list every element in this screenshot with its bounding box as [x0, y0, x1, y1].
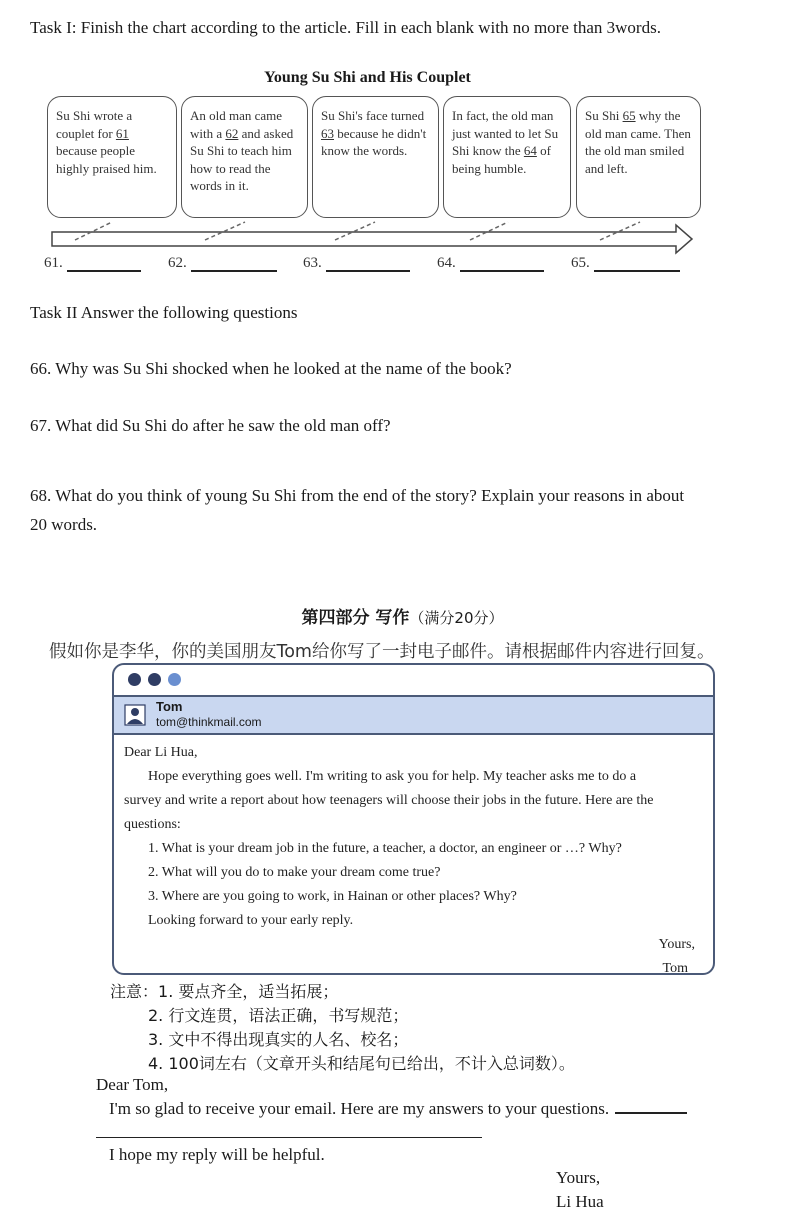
letter-greeting: Dear Tom,	[96, 1075, 169, 1094]
email-question-1: 1. What is your dream job in the future, a teacher, a doctor, an engineer or …? Why?	[148, 841, 622, 856]
writing-notes	[110, 980, 575, 1076]
email-paragraph-cont: survey and write a report about how teenagers will choose their jobs in the future. Here are the	[124, 793, 654, 808]
email-signature: Tom	[662, 961, 688, 975]
chart-bubble-61: Su Shi wrote a couplet for 61 because people highly praised him.	[47, 96, 177, 218]
blank-63[interactable]: 63	[321, 125, 334, 141]
chart-bubble-63: Su Shi's face turned 63 because he didn't know the words.	[312, 96, 439, 218]
writing-blank[interactable]	[615, 1098, 687, 1114]
chart-bubble-65: Su Shi 65 why the old man came. Then the old man smiled and left.	[576, 96, 701, 218]
blank-62[interactable]: 62	[225, 125, 239, 141]
chart-bubble-62: An old man came with a 62 and asked Su Shi to teach him how to read the words in it.	[181, 96, 308, 218]
answer-63[interactable]: 63.	[303, 255, 410, 272]
chart-bubble-64: In fact, the old man just wanted to let Su Shi know the 64 of being humble.	[443, 96, 571, 218]
email-body	[114, 735, 713, 975]
letter-opening: I'm so glad to receive your email. Here are my answers to your questions.	[109, 1098, 687, 1119]
user-icon	[124, 704, 146, 726]
window-dot-2	[148, 673, 161, 686]
email-paragraph-cont: questions:	[124, 817, 181, 832]
email-sign-off: Yours,	[658, 937, 695, 952]
email-sender	[114, 697, 713, 735]
blank-65[interactable]: 65	[622, 108, 636, 123]
notes-label: 注意：	[110, 982, 159, 1001]
answer-64[interactable]: 64.	[437, 255, 544, 272]
note-3: 3. 文中不得出现真实的人名、校名；	[148, 1030, 409, 1049]
blank-61[interactable]: 61	[115, 125, 129, 141]
writing-prompt: 假如你是李华，你的美国朋友Tom给你写了一封电子邮件。请根据邮件内容进行回复。	[49, 642, 715, 662]
note-4: 4. 100词左右（文章开头和结尾句已给出，不计入总词数）。	[148, 1054, 575, 1073]
question-68: 68. What do you think of young Su Shi from the end of the story? Explain your reasons in about	[30, 486, 685, 505]
note-2: 2. 行文连贯，语法正确，书写规范；	[148, 1006, 409, 1025]
email-closing: Looking forward to your early reply.	[148, 913, 354, 928]
window-dot-3	[168, 673, 181, 686]
email-greeting: Dear Li Hua,	[124, 745, 198, 760]
sender-address: tom@thinkmail.com	[156, 715, 262, 729]
task1-instruction: Task I: Finish the chart according to the article. Fill in each blank with no more than 3words.	[30, 18, 661, 37]
chart-title: Young Su Shi and His Couplet	[264, 69, 471, 86]
letter-sign-off: Yours,	[556, 1168, 601, 1187]
answer-61[interactable]: 61.	[44, 255, 141, 272]
note-1: 1. 要点齐全，适当拓展；	[158, 982, 339, 1001]
question-67: 67. What did Su Shi do after he saw the old man off?	[30, 416, 391, 435]
email-question-2: 2. What will you do to make your dream come true?	[148, 865, 441, 880]
task2-instruction: Task II Answer the following questions	[30, 303, 298, 322]
email-question-3: 3. Where are you going to work, in Hainan or other places? Why?	[148, 889, 517, 904]
writing-line[interactable]	[96, 1137, 482, 1138]
letter-signature: Li Hua	[556, 1192, 604, 1211]
email-titlebar	[114, 665, 713, 697]
writing-section-title: 第四部分 写作（满分20分）	[301, 608, 504, 628]
letter-ending: I hope my reply will be helpful.	[109, 1145, 325, 1164]
timeline-arrow	[0, 210, 805, 255]
sender-name: Tom	[156, 699, 183, 714]
question-66: 66. Why was Su Shi shocked when he looked at the name of the book?	[30, 359, 512, 378]
question-68-continued: 20 words.	[30, 515, 98, 534]
email-window	[112, 663, 715, 975]
answer-62[interactable]: 62.	[168, 255, 277, 272]
answer-65[interactable]: 65.	[571, 255, 680, 272]
window-dot-1	[128, 673, 141, 686]
email-paragraph: Hope everything goes well. I'm writing to ask you for help. My teacher asks me to do a	[148, 769, 637, 784]
blank-64[interactable]: 64	[523, 143, 537, 158]
